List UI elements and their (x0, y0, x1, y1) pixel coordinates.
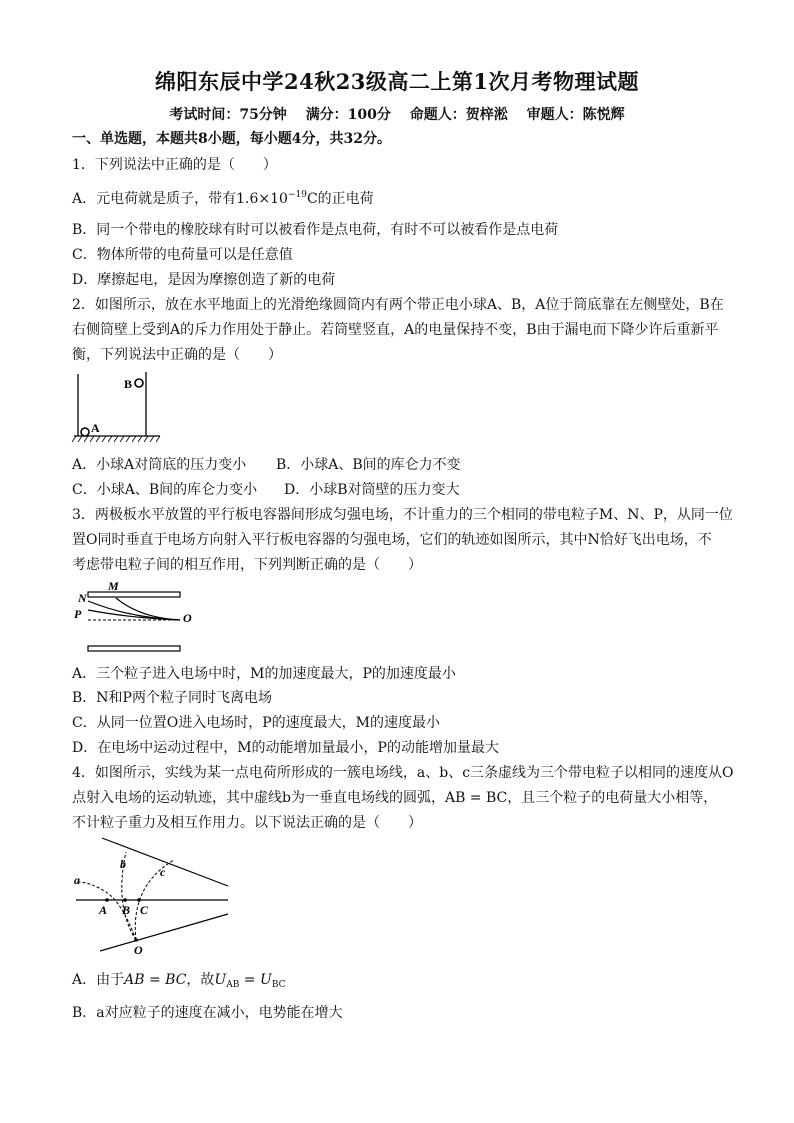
q4-a-prefix: A．由于 (72, 972, 125, 988)
exam-info (0, 104, 794, 124)
q4-a-mid: ，故 (186, 972, 215, 988)
q1-option-b: B．同一个带电的橡胶球有时可以被看作是点电荷，有时不可以被看作是点电荷 (72, 222, 559, 238)
q2-label-a: A (91, 421, 100, 435)
q2-options-ab (72, 456, 732, 474)
q3-option-b: B．N和P两个粒子同时飞离电场 (72, 690, 272, 706)
q4-a-eq: AB = BC (124, 972, 187, 988)
q4-point-b (123, 898, 127, 902)
q2-option-d: D．小球B对筒壁的压力变大 (284, 482, 460, 498)
q3-stem-line3: 考虑带电粒子间的相互作用，下列判断正确的是（ ） (72, 557, 422, 573)
q2-option-c: C．小球A、B间的库仑力变小 (72, 482, 258, 498)
q3-option-c: C．从同一位置O进入电场时，P的速度最大，M的速度最小 (72, 715, 440, 731)
q2-figure (68, 370, 168, 446)
q3-label-p: P (74, 607, 82, 621)
q2-ground-hatch (72, 436, 160, 442)
q4-point-a (105, 898, 109, 902)
q4-label-o: O (134, 943, 143, 957)
q2-option-b: B．小球A、B间的库仑力不变 (276, 457, 461, 473)
q3-stem-line2: 置O同时垂直于电场方向射入平行板电容器的匀强电场，它们的轨迹如图所示，其中N恰好飞出电场，不 (72, 532, 712, 548)
q3-label-m: M (108, 579, 119, 593)
q1-a-value: 1.6×10 (236, 191, 288, 207)
q4-figure (70, 836, 235, 958)
q2-stem-line3: 衡，下列说法中正确的是（ ） (72, 347, 282, 363)
q4-a-u1: U (214, 972, 227, 988)
q3-option-a: A．三个粒子进入电场中时，M的加速度最大，P的加速度最小 (72, 666, 456, 682)
q4-label-b: b (120, 857, 126, 871)
q4-point-o (134, 938, 138, 942)
q4-label-pb: B (122, 903, 131, 917)
q4-a-u2-sub: BC (271, 980, 286, 990)
q4-a-u2: U (260, 972, 272, 988)
q1-a-prefix: A．元电荷就是质子，带有 (72, 191, 237, 207)
q3-top-plate (88, 592, 180, 597)
q4-label-a: a (74, 873, 80, 887)
q4-label-pc: C (140, 903, 149, 917)
q1-option-c: C．物体所带的电荷量可以是任意值 (72, 247, 293, 263)
q3-bottom-plate (88, 646, 180, 651)
q2-option-a: A．小球A对筒底的压力变小 (72, 457, 247, 473)
section-heading: 一、单选题，本题共8小题，每小题4分，共32分。 (72, 131, 391, 147)
reviewer: 审题人：陈悦辉 (526, 107, 625, 123)
q3-stem-line1: 3．两极板水平放置的平行板电容器间形成匀强电场，不计重力的三个相同的带电粒子M、N、P，从同一位 (72, 507, 733, 523)
q1-a-exp: −19 (287, 190, 307, 200)
q4-a-eq2: = (239, 972, 260, 988)
q3-figure (70, 578, 200, 658)
q4-stem-line2: 点射入电场的运动轨迹，其中虚线b为一垂直电场线的圆弧，AB = BC，且三个粒子的电荷量大小相等， (72, 790, 718, 806)
q4-point-c (137, 898, 141, 902)
setter: 命题人：贺梓淞 (409, 107, 508, 123)
full-score: 满分：100分 (305, 107, 391, 123)
q2-ball-b (135, 379, 143, 387)
q2-stem-line2: 右侧筒壁上受到A的斥力作用处于静止。若筒壁竖直，A的电量保持不变，B由于漏电而下降少许后重新平 (72, 322, 719, 338)
q3-label-o: O (183, 611, 192, 625)
q2-options-cd (72, 481, 732, 499)
q4-a-u1-sub: AB (226, 980, 240, 990)
q1-option-a (72, 190, 732, 208)
q3-option-d: D．在电场中运动过程中，M的动能增加量最小，P的动能增加量最大 (72, 740, 499, 756)
q4-label-pa: A (99, 903, 108, 917)
q2-ball-a (81, 428, 89, 436)
q4-stem-line1: 4．如图所示，实线为某一点电荷所形成的一簇电场线，a、b、c三条虚线为三个带电粒子以相同的速度从O (72, 765, 734, 781)
q4-field-line-bottom (100, 914, 228, 951)
q1-option-d: D．摩擦起电，是因为摩擦创造了新的电荷 (72, 272, 336, 288)
q4-option-b: B．a对应粒子的速度在减小，电势能在增大 (72, 1005, 343, 1021)
q2-label-b: B (124, 377, 133, 391)
q2-stem-line1: 2．如图所示，放在水平地面上的光滑绝缘圆筒内有两个带正电小球A、B，A位于筒底靠在左侧壁处，B在 (72, 297, 724, 313)
q4-option-a (72, 971, 732, 989)
q1-a-suffix: C的正电荷 (306, 191, 374, 207)
q3-label-n: N (78, 591, 87, 605)
exam-time: 考试时间：75分钟 (169, 107, 287, 123)
q1-stem: 1．下列说法中正确的是（ ） (72, 157, 277, 173)
q4-stem-line3: 不计粒子重力及相互作用力。以下说法正确的是（ ） (72, 815, 422, 831)
page-title: 绵阳东辰中学24秋23级高二上第1次月考物理试题 (154, 69, 640, 94)
q4-label-c: c (160, 865, 166, 879)
